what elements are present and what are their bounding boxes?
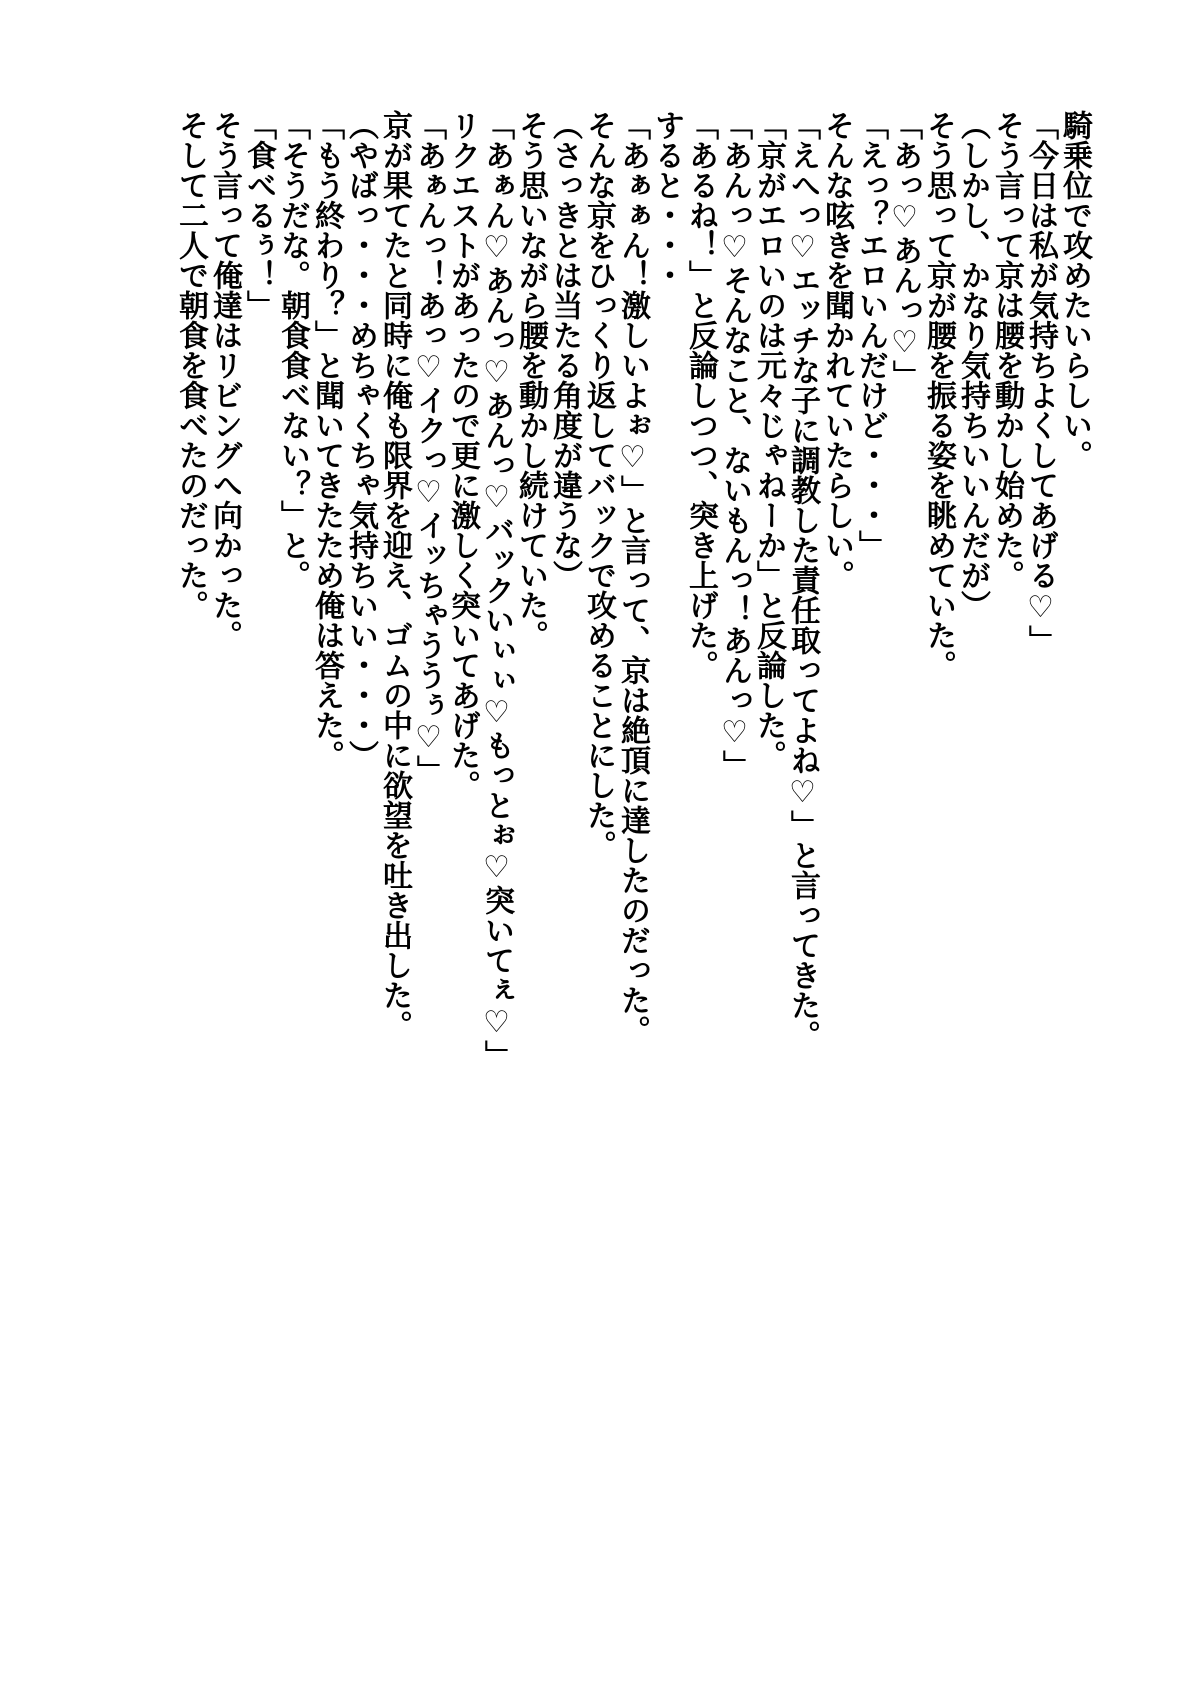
text-line: （さっきとは当たる角度が違うな） bbox=[547, 110, 582, 590]
text-line: 「食べるぅ！」 bbox=[241, 110, 276, 320]
text-line: 「あぁんっ！あっ♡イクっ♡イッちゃううぅ♡」 bbox=[411, 110, 446, 785]
text-line: そう思いながら腰を動かし続けていた。 bbox=[513, 110, 548, 650]
text-line: （やばっ・・・めちゃくちゃ気持ちいい・・・） bbox=[343, 110, 378, 770]
text-line: そして二人で朝食を食べたのだった。 bbox=[173, 110, 208, 620]
text-line: 「京がエロいのは元々じゃねーか」と反論した。 bbox=[751, 110, 786, 770]
text-line: 「えっ？エロいんだけど・・・」 bbox=[853, 110, 888, 560]
text-line: 京が果てたと同時に俺も限界を迎え、ゴムの中に欲望を吐き出した。 bbox=[377, 110, 412, 1040]
text-line: （しかし、かなり気持ちいいんだが） bbox=[955, 110, 990, 620]
text-line: そう言って京は腰を動かし始めた。 bbox=[989, 110, 1024, 590]
text-line: そんな京をひっくり返してバックで攻めることにした。 bbox=[581, 110, 616, 860]
text-line: そう思って京が腰を振る姿を眺めていた。 bbox=[921, 110, 956, 680]
text-line: 「あるね！」と反論しつつ、突き上げた。 bbox=[683, 110, 718, 680]
text-line: そんな呟きを聞かれていたらしい。 bbox=[819, 110, 854, 590]
text-line: 「えへっ♡エッチな子に調教した責任取ってよね♡」と言ってきた。 bbox=[785, 110, 820, 1050]
text-line: 「今日は私が気持ちよくしてあげる♡」 bbox=[1023, 110, 1058, 655]
text-line: 「あぁん♡あんっ♡あんっ♡バックいぃぃ♡もっとぉ♡突いてぇ♡」 bbox=[479, 110, 514, 1070]
text-line: 「そうだな。朝食食べない？」と。 bbox=[275, 110, 310, 590]
text-line: リクエストがあったので更に激しく突いてあげた。 bbox=[445, 110, 480, 800]
text-line: すると・・・ bbox=[649, 110, 684, 290]
text-line: 「あぁぁん！激しいよぉ♡」と言って、京は絶頂に達したのだった。 bbox=[615, 110, 650, 1045]
text-line: そう言って俺達はリビングへ向かった。 bbox=[207, 110, 242, 650]
text-line: 騎乗位で攻めたいらしい。 bbox=[1057, 110, 1092, 470]
vertical-text-body bbox=[173, 110, 1091, 1120]
text-line: 「あっ♡あんっ♡」 bbox=[887, 110, 922, 390]
text-line: 「あんっ♡そんなこと、ないもんっ！あんっ♡」 bbox=[717, 110, 752, 780]
text-line: 「もう終わり？」と聞いてきたため俺は答えた。 bbox=[309, 110, 344, 770]
